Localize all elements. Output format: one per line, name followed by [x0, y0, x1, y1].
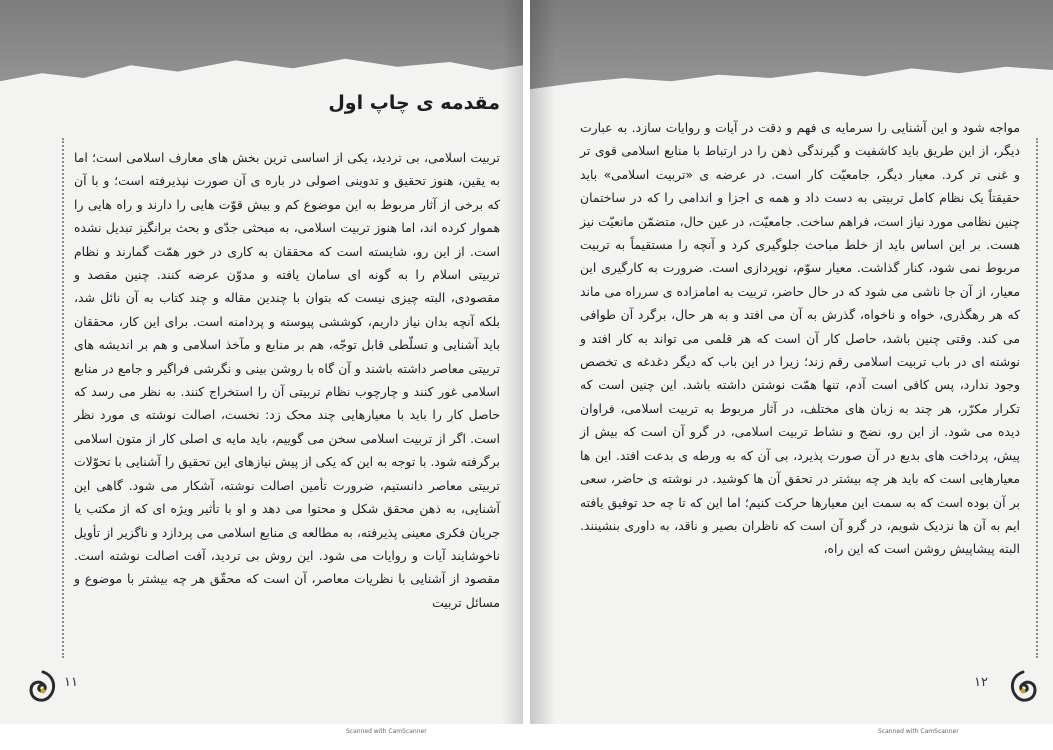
left-page-text: تربیت اسلامی، بی تردید، یکی از اساسی ترین بخش های معارف اسلامی است؛ اما به یقین، هنوز تحقیق و تدوینی اصولی در باره ی آن صورت نپذیرفته است؛ و با آن که برخی از آثار مربوط به این موضوع کم و بیش قوّت هایی را دارند و راه هایی را هموار کرده اند، اما هنوز تربیت اسلامی، به مبحثی جدّی و بحث برانگیز تبدیل نشده است. از این رو، شایسته است که محققان به کاری در خور همّت گمارند و نظام تربیتی اسلام را به گونه ای سامان یافته و مدوّن عرضه کنند. چنین مقصد و مقصودی، البته چیزی نیست که بتوان با چندین مقاله و چند کتاب به آن نائل شد، بلکه آنچه بدان نیاز داریم، کوششی پیوسته و پردامنه است. برای این کار، محققان باید آشنایی و تسلّطی قابل توجّه، هم بر منابع و مآخذ اسلامی و هم بر اندیشه های تربیتی معاصر داشته باشند و آن گاه با روشن بینی و نگرشی فراگیر و جامع در منابع اسلامی غور کنند و چارچوب نظام تربیتی آن را استخراج کنند. به نظر می رسد که حاصل کار را باید با معیارهایی چند محک زد: نخست، اصالت نوشته ی مورد نظر است. اگر از تربیت اسلامی سخن می گوییم، باید مایه ی اصلی کار از متون اسلامی برگرفته شود. با توجه به این که یکی از پیش نیازهای این تحقیق را آشنایی با تحوّلات تربیتی معاصر دانستیم، ضرورت تأمین اصالت نوشته، آشکار می شود. گاهی این آشنایی، به ذهن محقق شکل و محتوا می دهد و او با تأثیر ویژه ای که از مکتب یا جریان فکری معینی پذیرفته، به مطالعه ی منابع اسلامی می پردازد و ناگزیر از تأویل ناخوشایند آیات و روایات می شود. این روش بی تردید، آفت اصالت نوشته است. مقصود از آشنایی با نظریات معاصر، آن است که محقّق هر چه بیشتر با موضوع و مسائل تربیت: [74, 150, 500, 610]
dotted-margin-line: [1036, 138, 1038, 658]
page-number: ۱۲: [974, 675, 988, 690]
paisley-ornament-icon: [1008, 670, 1038, 702]
scanner-watermark: Scanned with CamScanner: [878, 728, 959, 735]
right-page-scan: [530, 0, 1053, 724]
book-spine-shadow: [530, 0, 556, 724]
page-number: ۱۱: [64, 675, 78, 690]
dotted-margin-line: [62, 138, 64, 658]
paisley-ornament-icon: [28, 670, 58, 702]
right-page-text: مواجه شود و این آشنایی را سرمایه ی فهم و دقت در آیات و روایات سازد. به عبارت دیگر، از این طریق باید کاشفیت و گیرندگی ذهن را در ارتباط با منابع اسلامی قوی تر و غنی تر کرد. معیار دیگر، جامعیّت کار است. در عرضه ی «تربیت اسلامی» باید حقیقتاً یک نظام کامل تربیتی به دست داد و همه ی اجزا و اندامی را که در ساختمان چنین نظامی مورد نیاز است، فراهم ساخت. جامعیّت، در عین حال، متضمّن مانعیّت نیز هست. بر این اساس باید از خلط مباحث جلوگیری کرد و آنچه را مستقیماً به تربیت مربوط نمی شود، کنار گذاشت. معیار سوّم، نوپردازی است. ضرورت به کارگیری این معیار، از آن جا ناشی می شود که در حال حاضر، تربیت به امامزاده ی سرراه می ماند که هر رهگذری، خواه و ناخواه، گذرش به آن می افتد و به هر حال، برگرد آن طوافی می کند. وقتی چنین باشد، حاصل کار آن است که هر قلمی می تواند به کار افتد و نوشته ای در باب تربیت اسلامی رقم زند؛ زیرا در این باب که دیگر دغدغه ی تخصص وجود ندارد، پس کافی است آدم، تنها همّت نوشتن داشته باشد. این چنین است که تکرار مکرّر، هر چند به زبان های مختلف، در آثار مربوط به تربیت اسلامی، فراوان دیده می شود. از این رو، نضج و نشاط تربیت اسلامی، در گرو آن است که بیش از پیش، پرداخت های بدیع در آن صورت پذیرد، بی آن که به ورطه ی بدعت افتد. این ها معیارهایی است که باید هر چه بیشتر در تحقق آن ها کوشید. در نوشته ی حاضر، سعی بر آن بوده است که به سمت این معیارها حرکت کنیم؛ اما این که تا چه حد توفیق یافته ایم به آن ها نزدیک شویم، در گرو آن است که ناظران بصیر و ناقد، به داوری بنشینند. البته پیشاپیش روشن است که این راه،: [580, 120, 1020, 557]
page-title: مقدمه ی چاپ اول: [328, 92, 500, 114]
scanner-watermark: Scanned with CamScanner: [346, 728, 427, 735]
left-page-scan: [0, 0, 523, 724]
book-spine-shadow: [501, 0, 523, 724]
